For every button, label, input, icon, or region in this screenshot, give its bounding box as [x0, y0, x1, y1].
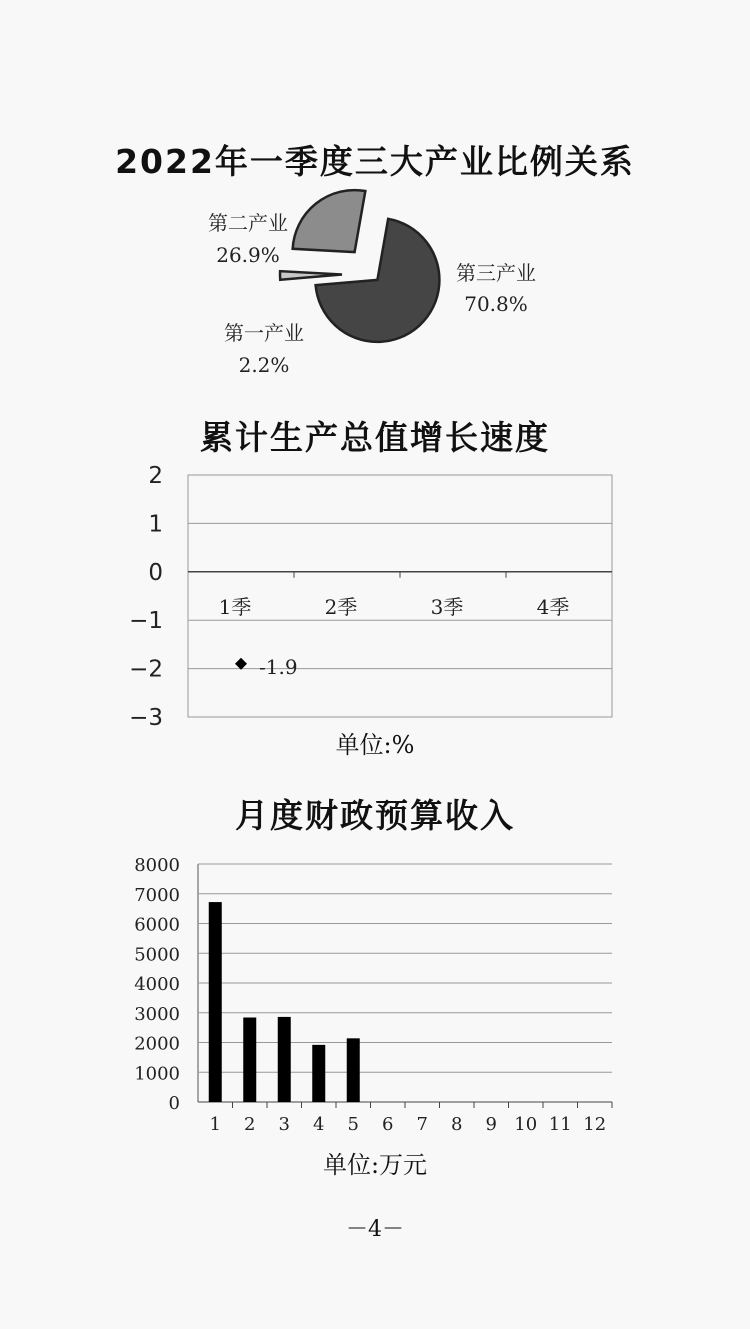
bar-ytick-label: 8000 [134, 855, 180, 876]
line-chart-title: 累计生产总值增长速度 [200, 418, 550, 457]
pie-chart [0, 200, 750, 380]
bar-ytick-label: 3000 [134, 1003, 180, 1025]
bar-ytick-label: 0 [168, 1093, 180, 1114]
bar-xtick-label: 12 [583, 1114, 607, 1135]
line-ytick-label: 2 [148, 463, 163, 489]
bar-ytick-label: 4000 [134, 974, 180, 995]
bar-xtick-label: 7 [416, 1114, 428, 1135]
bar-xtick-label: 8 [451, 1114, 463, 1135]
bar-month-1 [209, 902, 222, 1102]
line-data-label: -1.9 [259, 654, 298, 679]
bar-xtick-label: 2 [244, 1114, 256, 1135]
pie-label-tertiary-name: 第三产业 [456, 261, 536, 285]
line-xtick-label: 4季 [536, 594, 570, 619]
bar-xtick-label: 11 [548, 1114, 572, 1135]
pie-label-secondary-name: 第二产业 [208, 211, 288, 235]
line-chart [0, 455, 750, 735]
bar-ytick-label: 6000 [134, 914, 180, 936]
bar-xtick-label: 1 [209, 1114, 221, 1135]
bar-ytick-label: 2000 [134, 1033, 180, 1055]
pie-label-tertiary-value: 70.8% [464, 292, 528, 316]
bar-xtick-label: 3 [278, 1114, 290, 1135]
line-xtick-label: 3季 [430, 594, 464, 619]
bar-ytick-label: 7000 [134, 884, 180, 906]
pie-label-secondary-value: 26.9% [216, 243, 280, 267]
bar-month-2 [243, 1018, 256, 1102]
bar-chart-unit: 单位:万元 [322, 1151, 428, 1179]
pie-label-primary-name: 第一产业 [224, 321, 304, 345]
bar-ytick-label: 5000 [134, 944, 180, 966]
pie-label-primary-value: 2.2% [238, 353, 290, 377]
bar-xtick-label: 6 [382, 1114, 394, 1135]
bar-xtick-label: 5 [347, 1114, 359, 1135]
bar-chart [0, 850, 750, 1150]
line-chart-unit: 单位:% [335, 731, 415, 759]
bar-chart-title: 月度财政预算收入 [235, 796, 515, 835]
line-ytick-label: 0 [148, 559, 163, 586]
bar-xtick-label: 9 [485, 1114, 497, 1135]
bar-ytick-label: 1000 [134, 1063, 180, 1085]
pie-slice-secondary [293, 190, 366, 252]
line-ytick-label: 1 [148, 511, 163, 538]
page-number: －4－ [346, 1217, 404, 1242]
line-ytick-label: −1 [129, 608, 163, 635]
line-data-point [235, 658, 247, 670]
bar-month-3 [278, 1017, 291, 1102]
line-xtick-label: 2季 [324, 594, 358, 619]
bar-month-5 [347, 1038, 360, 1102]
line-xtick-label: 1季 [218, 594, 252, 619]
line-ytick-label: −2 [129, 656, 163, 683]
pie-chart-title: 2022年一季度三大产业比例关系 [115, 142, 635, 181]
line-ytick-label: −3 [129, 705, 163, 731]
bar-xtick-label: 10 [514, 1114, 538, 1135]
pie-slice-primary [280, 271, 342, 280]
bar-xtick-label: 4 [313, 1114, 325, 1135]
bar-month-4 [312, 1045, 325, 1102]
